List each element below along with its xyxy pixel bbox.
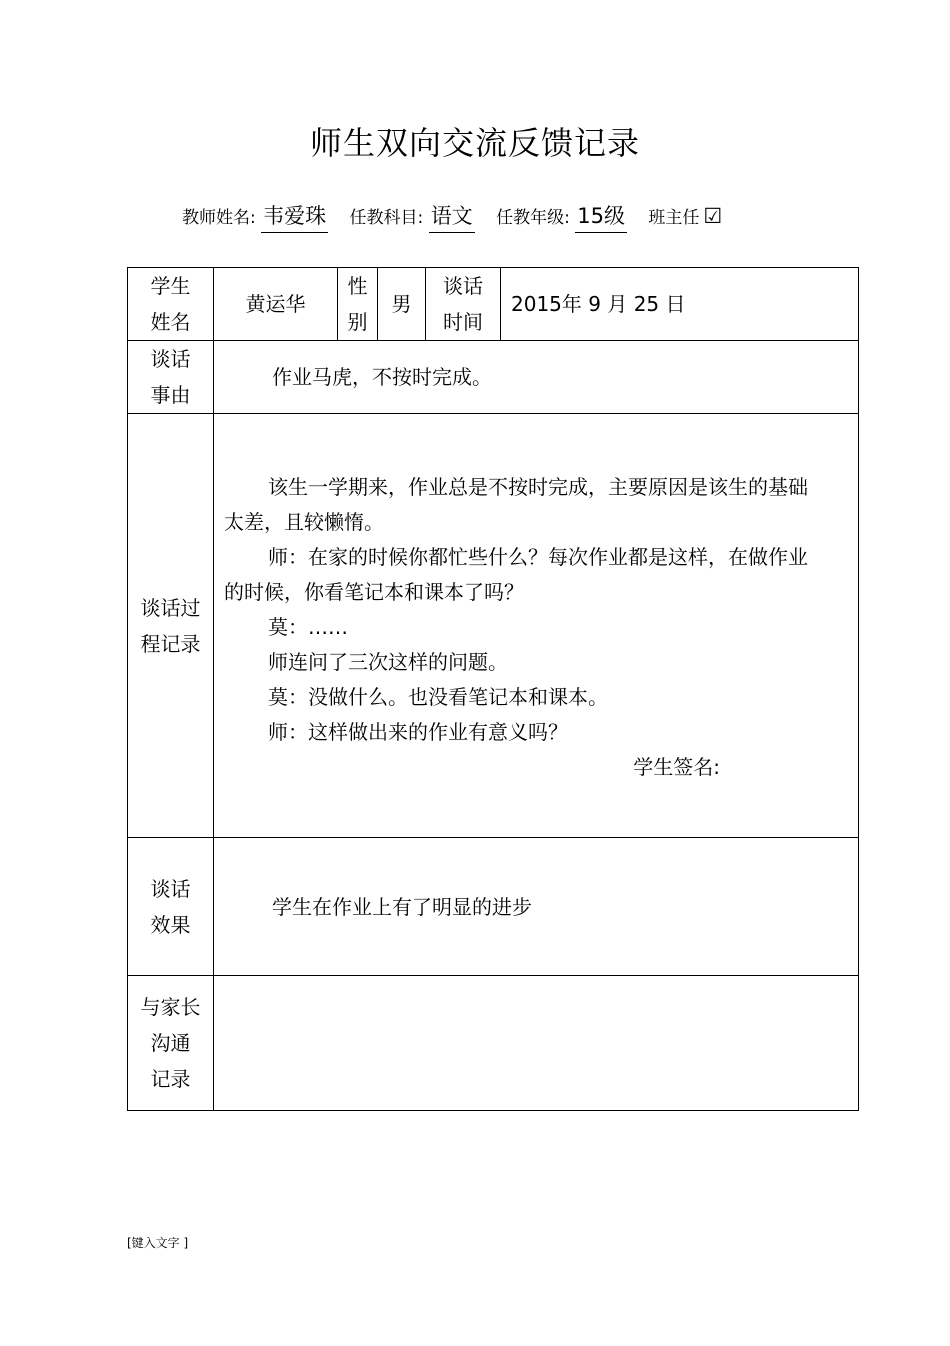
record-table bbox=[127, 267, 859, 1111]
table-row bbox=[128, 341, 859, 414]
table-row bbox=[128, 414, 859, 838]
homeroom-label: 班主任 bbox=[648, 208, 700, 228]
talk-date-value: 2015年 9 月 25 日 bbox=[501, 268, 859, 341]
talk-time-label: 谈话 时间 bbox=[426, 268, 501, 341]
homeroom-checkbox-icon: ☑ bbox=[703, 204, 723, 228]
gender-value: 男 bbox=[378, 268, 426, 341]
effect-label: 谈话 效果 bbox=[128, 838, 214, 976]
table-row bbox=[128, 976, 859, 1111]
process-line: 师连问了三次这样的问题。 bbox=[268, 650, 508, 674]
footer-placeholder: [键入文字 ] bbox=[127, 1236, 189, 1250]
grade-label: 任教年级: bbox=[496, 208, 570, 228]
parent-communication-value bbox=[214, 976, 859, 1111]
teacher-info-row bbox=[182, 200, 722, 233]
gender-label: 性 别 bbox=[338, 268, 378, 341]
student-name-label: 学生 姓名 bbox=[128, 268, 214, 341]
teacher-name-value: 韦爱珠 bbox=[261, 200, 328, 233]
student-signature-label: 学生签名: bbox=[633, 755, 720, 779]
process-line: 师：在家的时候你都忙些什么？每次作业都是这样，在做作业的时候，你看笔记本和课本了吗？ bbox=[224, 545, 808, 604]
grade-value: 15级 bbox=[575, 200, 627, 233]
table-row bbox=[128, 838, 859, 976]
parent-communication-label: 与家长 沟通 记录 bbox=[128, 976, 214, 1111]
page-title: 师生双向交流反馈记录 bbox=[309, 124, 640, 162]
teacher-name-label: 教师姓名: bbox=[182, 208, 256, 228]
effect-value: 学生在作业上有了明显的进步 bbox=[214, 838, 859, 976]
student-name-value: 黄运华 bbox=[214, 268, 338, 341]
reason-value: 作业马虎，不按时完成。 bbox=[214, 341, 859, 414]
process-line: 师：这样做出来的作业有意义吗？ bbox=[268, 720, 568, 744]
process-line: 该生一学期来，作业总是不按时完成，主要原因是该生的基础太差，且较懒惰。 bbox=[224, 475, 808, 534]
process-record bbox=[214, 414, 859, 838]
process-label: 谈话过 程记录 bbox=[128, 414, 214, 838]
reason-label: 谈话 事由 bbox=[128, 341, 214, 414]
process-line: 莫：没做什么。也没看笔记本和课本。 bbox=[268, 685, 608, 709]
subject-value: 语文 bbox=[429, 200, 475, 233]
table-row bbox=[128, 268, 859, 341]
subject-label: 任教科目: bbox=[349, 208, 424, 228]
process-line: 莫：…… bbox=[268, 615, 348, 639]
